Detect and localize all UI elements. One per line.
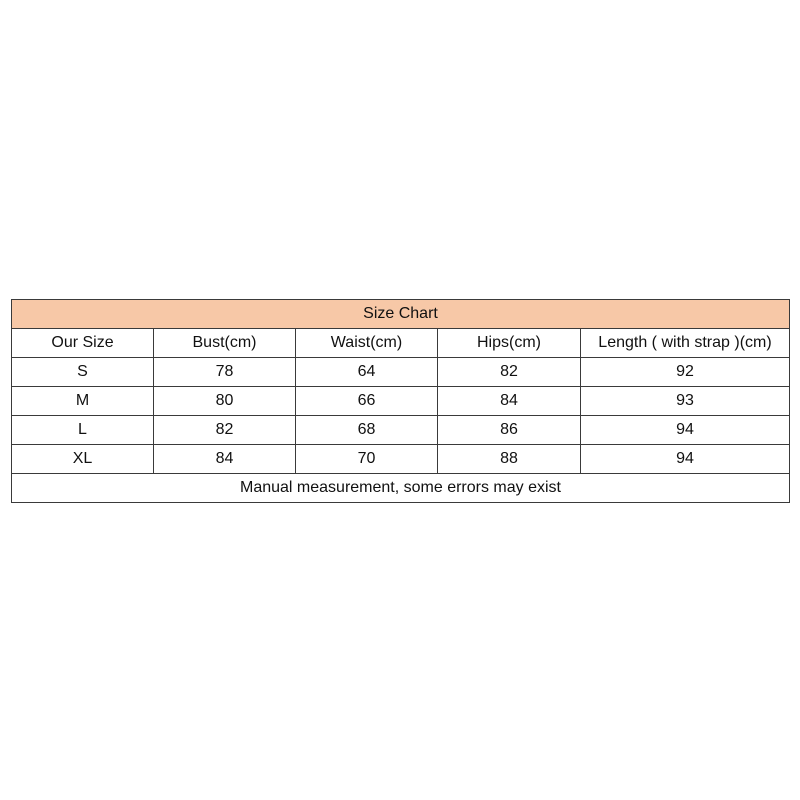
measurement-note: Manual measurement, some errors may exist (12, 474, 790, 503)
length-cell: 94 (581, 416, 790, 445)
table-row (12, 387, 790, 416)
size-cell: M (12, 387, 154, 416)
waist-cell: 70 (296, 445, 438, 474)
title-row (12, 300, 790, 329)
length-cell: 92 (581, 358, 790, 387)
table-row (12, 358, 790, 387)
bust-cell: 80 (154, 387, 296, 416)
waist-cell: 66 (296, 387, 438, 416)
size-chart-table (11, 299, 790, 503)
column-header-waist: Waist(cm) (296, 329, 438, 358)
table-row (12, 445, 790, 474)
waist-cell: 64 (296, 358, 438, 387)
waist-cell: 68 (296, 416, 438, 445)
size-cell: S (12, 358, 154, 387)
length-cell: 94 (581, 445, 790, 474)
table-title: Size Chart (12, 300, 790, 329)
hips-cell: 82 (438, 358, 581, 387)
bust-cell: 84 (154, 445, 296, 474)
hips-cell: 84 (438, 387, 581, 416)
hips-cell: 86 (438, 416, 581, 445)
column-header-bust: Bust(cm) (154, 329, 296, 358)
length-cell: 93 (581, 387, 790, 416)
size-cell: L (12, 416, 154, 445)
size-cell: XL (12, 445, 154, 474)
header-row (12, 329, 790, 358)
note-row (12, 474, 790, 503)
column-header-size: Our Size (12, 329, 154, 358)
column-header-length: Length ( with strap )(cm) (581, 329, 790, 358)
bust-cell: 82 (154, 416, 296, 445)
column-header-hips: Hips(cm) (438, 329, 581, 358)
table-row (12, 416, 790, 445)
bust-cell: 78 (154, 358, 296, 387)
hips-cell: 88 (438, 445, 581, 474)
